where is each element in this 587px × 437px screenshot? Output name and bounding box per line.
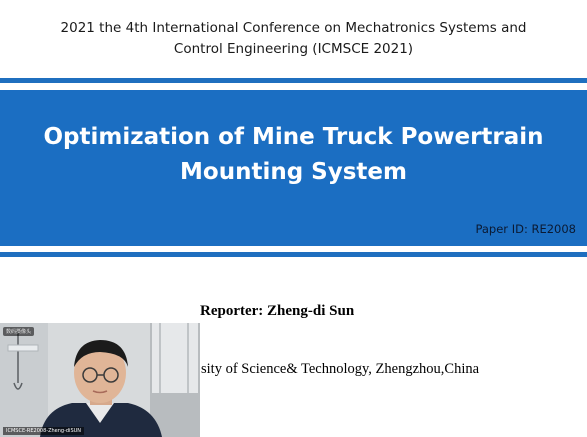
conference-line-2: Control Engineering (ICMSCE 2021) (173, 41, 414, 57)
conference-header (0, 18, 587, 60)
paper-id: Paper ID: RE2008 (475, 222, 576, 236)
title-banner (0, 90, 587, 246)
participant-name-label: ICMSCE-RE2008-Zheng-diSUN (3, 427, 84, 435)
reporter-text: Reporter: Zheng-di Sun (200, 303, 355, 319)
webcam-feed (0, 323, 200, 437)
conference-line-1: 2021 the 4th International Conference on Mechatronics Systems and (60, 20, 527, 36)
affiliation-text: sity of Science& Technology, Zhengzhou,China (201, 361, 480, 377)
title-line-1: Optimization of Mine Truck Powertrain (43, 124, 544, 150)
title-line-2: Mounting System (180, 159, 407, 185)
camera-source-label: 数码摄像头 (3, 327, 34, 336)
slide-title (0, 120, 587, 190)
top-divider-bar (0, 78, 587, 83)
bottom-divider-bar (0, 252, 587, 257)
webcam-video-tile[interactable] (0, 323, 200, 437)
